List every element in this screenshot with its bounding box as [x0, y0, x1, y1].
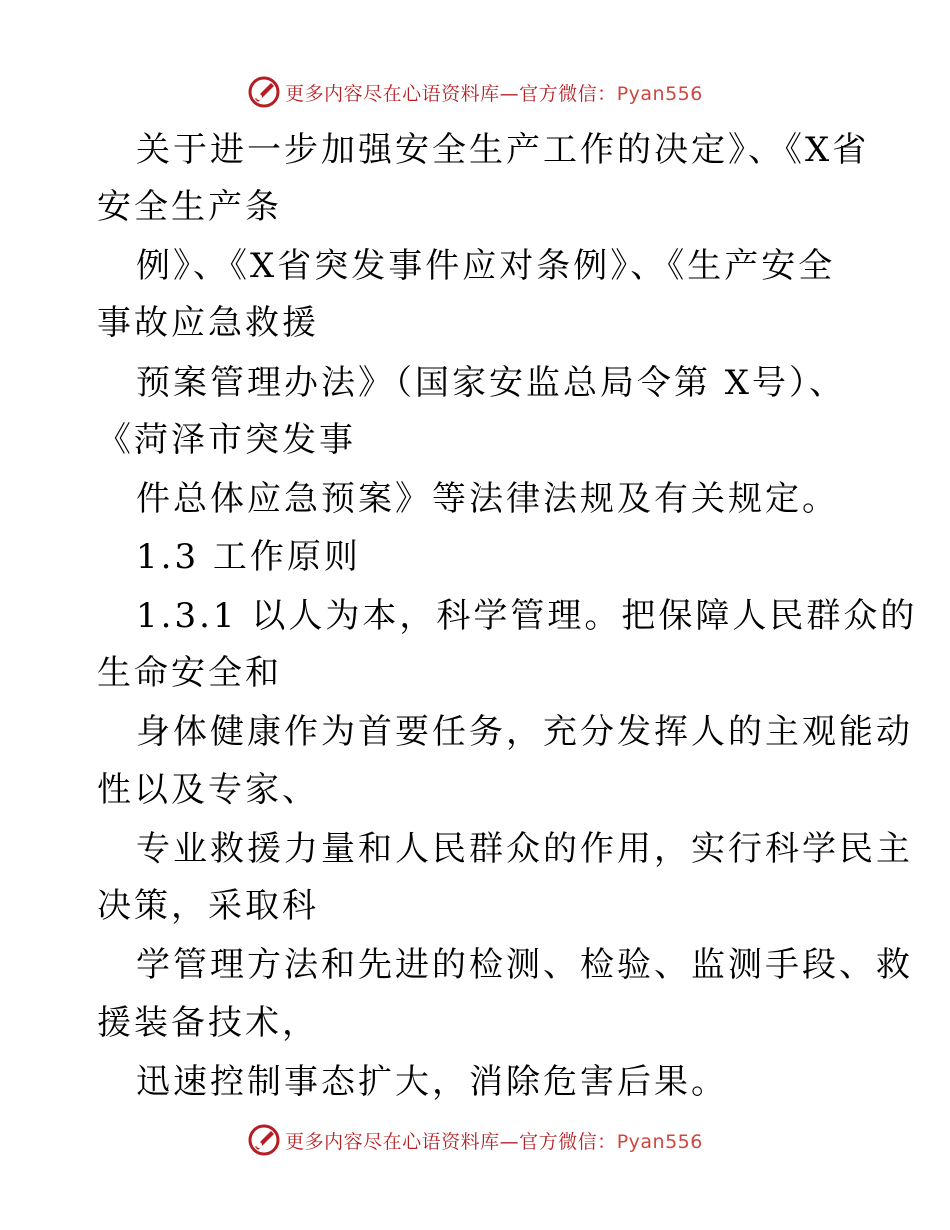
text-line: 生命安全和	[97, 653, 282, 693]
header-banner-official: 官方微信：	[519, 82, 617, 105]
text-line: 事故应急救援	[97, 303, 319, 343]
header-banner-wechat-id: Pyan556	[616, 82, 703, 105]
footer-banner-separator: —	[499, 1130, 520, 1153]
footer-banner-main: 更多内容尽在心语资料库	[285, 1130, 500, 1153]
text-line: 专业救援力量和人民群众的作用，实行科学民主	[136, 829, 913, 869]
footer-banner-wechat-id: Pyan556	[616, 1130, 703, 1153]
text-line: 1.3.1 以人为本，科学管理。把保障人民群众的	[136, 596, 918, 636]
text-line: 《菏泽市突发事	[97, 420, 356, 460]
footer-banner-content	[247, 1123, 703, 1157]
brand-logo-icon	[247, 1123, 281, 1157]
text-line: 身体健康作为首要任务，充分发挥人的主观能动	[136, 712, 913, 752]
text-line: 迅速控制事态扩大，消除危害后果。	[136, 1062, 728, 1102]
footer-banner	[0, 1120, 950, 1160]
section-heading: 1.3 工作原则	[136, 537, 361, 577]
text-line: 安全生产条	[97, 187, 282, 227]
text-line: 例》、《X省突发事件应对条例》、《生产安全	[136, 246, 836, 286]
text-line: 学管理方法和先进的检测、检验、监测手段、救	[136, 945, 913, 985]
text-line: 援装备技术，	[97, 1003, 319, 1043]
text-line: 预案管理办法》（国家安监总局令第 X号）、	[136, 363, 847, 403]
text-line: 关于进一步加强安全生产工作的决定》、《X省	[136, 130, 870, 170]
footer-banner-official: 官方微信：	[519, 1130, 617, 1153]
text-line: 件总体应急预案》等法律法规及有关规定。	[136, 479, 839, 519]
header-banner-separator: —	[499, 82, 520, 105]
header-banner-main: 更多内容尽在心语资料库	[285, 82, 500, 105]
text-line: 性以及专家、	[97, 770, 319, 810]
text-line: 决策，采取科	[97, 886, 319, 926]
